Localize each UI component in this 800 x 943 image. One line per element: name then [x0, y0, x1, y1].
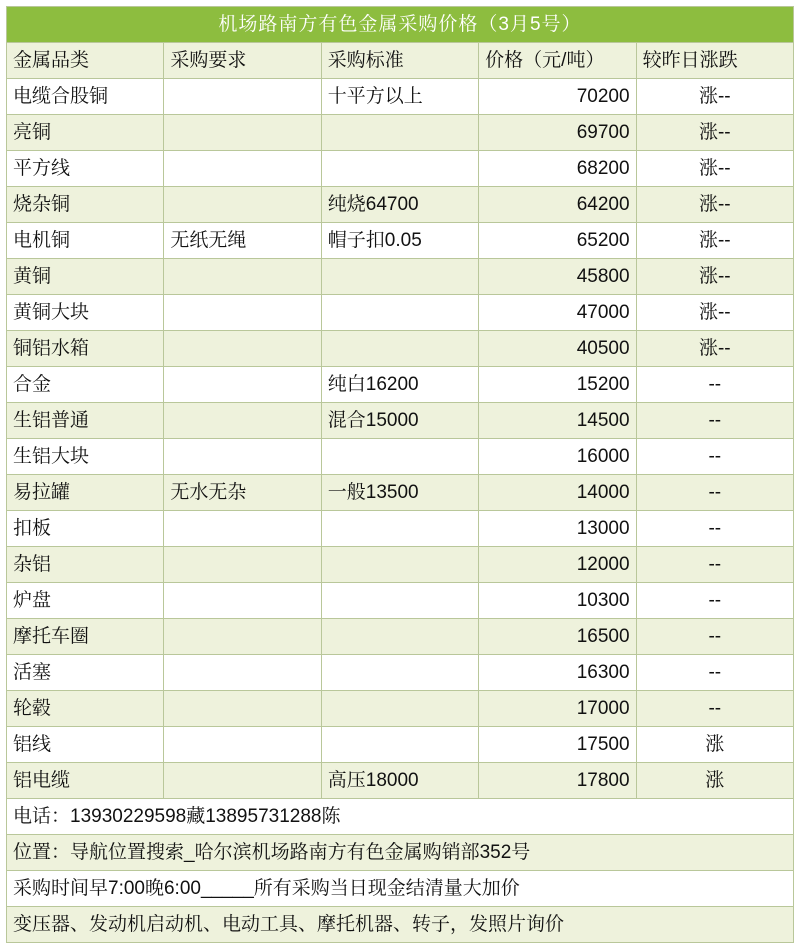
table-row	[7, 115, 794, 151]
cell-change: 涨--	[636, 295, 793, 331]
cell-requirement	[164, 655, 321, 691]
cell-category: 生铝大块	[7, 439, 164, 475]
cell-change: --	[636, 691, 793, 727]
table-title-row	[7, 7, 794, 43]
cell-price: 10300	[479, 583, 636, 619]
cell-standard	[321, 151, 478, 187]
cell-price: 12000	[479, 547, 636, 583]
table-row	[7, 403, 794, 439]
cell-requirement	[164, 151, 321, 187]
cell-requirement	[164, 259, 321, 295]
cell-standard	[321, 727, 478, 763]
column-header-category: 金属品类	[7, 43, 164, 79]
table-row	[7, 763, 794, 799]
table-row	[7, 691, 794, 727]
table-row	[7, 475, 794, 511]
cell-change: --	[636, 511, 793, 547]
cell-requirement	[164, 79, 321, 115]
footer-row-other-items	[7, 907, 794, 943]
cell-standard	[321, 511, 478, 547]
footer-row-location	[7, 835, 794, 871]
table-row	[7, 727, 794, 763]
cell-requirement	[164, 295, 321, 331]
cell-standard: 一般13500	[321, 475, 478, 511]
cell-standard	[321, 655, 478, 691]
table-header-row	[7, 43, 794, 79]
price-table	[6, 6, 794, 943]
cell-standard: 高压18000	[321, 763, 478, 799]
column-header-change: 较昨日涨跌	[636, 43, 793, 79]
table-row	[7, 295, 794, 331]
cell-requirement: 无水无杂	[164, 475, 321, 511]
cell-standard	[321, 331, 478, 367]
cell-standard: 十平方以上	[321, 79, 478, 115]
cell-category: 轮毂	[7, 691, 164, 727]
table-row	[7, 511, 794, 547]
cell-category: 生铝普通	[7, 403, 164, 439]
column-header-standard: 采购标准	[321, 43, 478, 79]
cell-requirement	[164, 187, 321, 223]
cell-category: 电缆合股铜	[7, 79, 164, 115]
cell-category: 摩托车圈	[7, 619, 164, 655]
table-row	[7, 439, 794, 475]
cell-change: --	[636, 655, 793, 691]
cell-category: 铜铝水箱	[7, 331, 164, 367]
cell-price: 47000	[479, 295, 636, 331]
table-row	[7, 655, 794, 691]
cell-change: 涨--	[636, 331, 793, 367]
cell-requirement	[164, 763, 321, 799]
cell-requirement	[164, 547, 321, 583]
table-row	[7, 259, 794, 295]
cell-category: 铝线	[7, 727, 164, 763]
cell-price: 14000	[479, 475, 636, 511]
cell-price: 17500	[479, 727, 636, 763]
cell-change: --	[636, 619, 793, 655]
cell-standard	[321, 295, 478, 331]
table-body	[7, 7, 794, 943]
cell-price: 15200	[479, 367, 636, 403]
cell-requirement	[164, 115, 321, 151]
table-row	[7, 367, 794, 403]
table-row	[7, 619, 794, 655]
cell-change: 涨--	[636, 79, 793, 115]
cell-change: 涨	[636, 727, 793, 763]
cell-category: 扣板	[7, 511, 164, 547]
cell-change: --	[636, 547, 793, 583]
cell-requirement: 无纸无绳	[164, 223, 321, 259]
cell-requirement	[164, 403, 321, 439]
column-header-price: 价格（元/吨）	[479, 43, 636, 79]
cell-standard: 帽子扣0.05	[321, 223, 478, 259]
cell-price: 70200	[479, 79, 636, 115]
cell-standard: 混合15000	[321, 403, 478, 439]
cell-category: 黄铜	[7, 259, 164, 295]
cell-category: 活塞	[7, 655, 164, 691]
cell-price: 16500	[479, 619, 636, 655]
cell-change: 涨--	[636, 223, 793, 259]
cell-requirement	[164, 511, 321, 547]
footer-hours-text: 采购时间早7:00晚6:00_____所有采购当日现金结清量大加价	[7, 871, 794, 907]
footer-phone-text: 电话：13930229598藏13895731288陈	[7, 799, 794, 835]
cell-standard	[321, 691, 478, 727]
cell-requirement	[164, 691, 321, 727]
cell-category: 杂铝	[7, 547, 164, 583]
cell-standard	[321, 619, 478, 655]
page-title: 机场路南方有色金属采购价格（3月5号）	[7, 7, 794, 43]
footer-row-phone	[7, 799, 794, 835]
cell-category: 易拉罐	[7, 475, 164, 511]
cell-requirement	[164, 583, 321, 619]
cell-category: 亮铜	[7, 115, 164, 151]
cell-standard: 纯白16200	[321, 367, 478, 403]
footer-location-text: 位置：导航位置搜索_哈尔滨机场路南方有色金属购销部352号	[7, 835, 794, 871]
cell-price: 64200	[479, 187, 636, 223]
cell-price: 13000	[479, 511, 636, 547]
footer-other-items-text: 变压器、发动机启动机、电动工具、摩托机器、转子，发照片询价	[7, 907, 794, 943]
cell-price: 68200	[479, 151, 636, 187]
cell-price: 69700	[479, 115, 636, 151]
cell-requirement	[164, 439, 321, 475]
cell-category: 合金	[7, 367, 164, 403]
cell-price: 40500	[479, 331, 636, 367]
cell-price: 65200	[479, 223, 636, 259]
cell-change: 涨--	[636, 187, 793, 223]
cell-category: 电机铜	[7, 223, 164, 259]
cell-change: 涨--	[636, 115, 793, 151]
footer-row-hours	[7, 871, 794, 907]
cell-change: 涨--	[636, 259, 793, 295]
cell-category: 铝电缆	[7, 763, 164, 799]
cell-category: 烧杂铜	[7, 187, 164, 223]
cell-standard	[321, 547, 478, 583]
cell-standard	[321, 115, 478, 151]
cell-change: --	[636, 367, 793, 403]
cell-category: 平方线	[7, 151, 164, 187]
cell-change: 涨--	[636, 151, 793, 187]
table-row	[7, 547, 794, 583]
cell-change: --	[636, 583, 793, 619]
cell-price: 17800	[479, 763, 636, 799]
column-header-requirement: 采购要求	[164, 43, 321, 79]
cell-change: --	[636, 439, 793, 475]
cell-price: 45800	[479, 259, 636, 295]
cell-price: 16300	[479, 655, 636, 691]
cell-category: 黄铜大块	[7, 295, 164, 331]
cell-price: 17000	[479, 691, 636, 727]
table-row	[7, 583, 794, 619]
table-row	[7, 331, 794, 367]
cell-requirement	[164, 727, 321, 763]
cell-price: 16000	[479, 439, 636, 475]
cell-standard: 纯烧64700	[321, 187, 478, 223]
cell-change: --	[636, 475, 793, 511]
cell-standard	[321, 259, 478, 295]
cell-standard	[321, 583, 478, 619]
cell-change: --	[636, 403, 793, 439]
cell-category: 炉盘	[7, 583, 164, 619]
table-row	[7, 187, 794, 223]
table-row	[7, 79, 794, 115]
table-row	[7, 151, 794, 187]
cell-price: 14500	[479, 403, 636, 439]
cell-standard	[321, 439, 478, 475]
cell-requirement	[164, 619, 321, 655]
table-row	[7, 223, 794, 259]
cell-change: 涨	[636, 763, 793, 799]
cell-requirement	[164, 331, 321, 367]
cell-requirement	[164, 367, 321, 403]
